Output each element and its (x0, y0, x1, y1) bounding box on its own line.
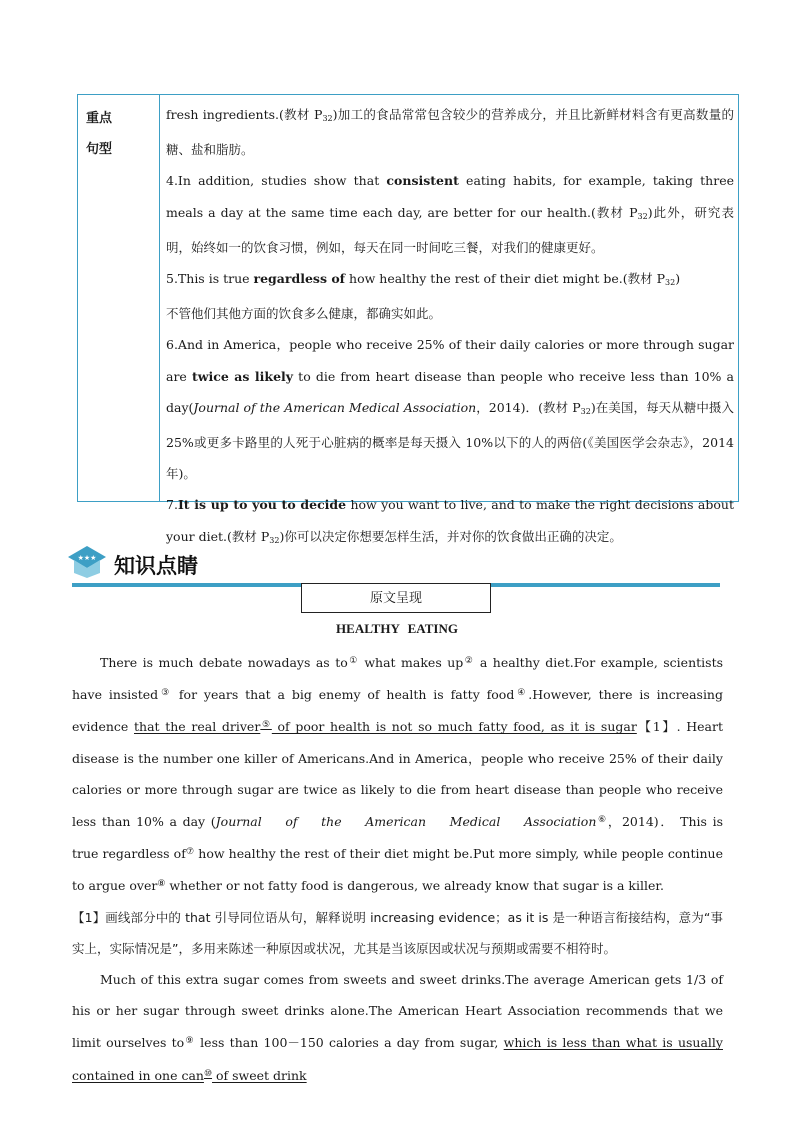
bold-phrase: regardless of (253, 271, 346, 287)
sentence-7 (166, 489, 734, 555)
text: what makes up (358, 655, 464, 670)
text: 【1】. Heart disease is the number one killer of Americans.And in America，people who receive 25% of their daily calories or more through sugar are twice as likely to die from heart disease than people who receive less than 10% a day ( (72, 719, 723, 830)
label-line-2: 句型 (86, 142, 113, 157)
underlined-text: of poor health is not so much fatty food, as it is sugar (271, 719, 637, 735)
text: 7. (166, 497, 178, 513)
bold-phrase: It is up to you to decide (177, 497, 347, 513)
grammar-note: 【1】画线部分中的 that 引导同位语从句，解释说明 increasing evidence；as it is 是一种语言衔接结构，意为“事实上，实际情况是”，多用来陈述一种原因或状况，尤其是当该原因或状况与预期或需要不相符时。 (72, 909, 723, 956)
text: fresh ingredients.(教材 P (166, 107, 323, 122)
text: how healthy the rest of their diet might be.(教材 P (345, 271, 665, 287)
text: 4.In addition, studies show that (166, 173, 387, 189)
text: 量的糖、盐和脂肪。 (166, 107, 734, 158)
text: There is much debate nowadays as to (100, 655, 348, 670)
journal-name: Journal of the American Medical Association (215, 814, 597, 830)
svg-text:★★★: ★★★ (77, 554, 97, 562)
text: for years that a big enemy of health is fatty food (172, 687, 515, 703)
text: .However, there is increasing evidence (72, 687, 723, 735)
article-body (72, 646, 723, 1091)
text: Much of this extra sugar comes from sweets and sweet drinks.The average American gets 1/3 of his or her sugar through sweet drinks alone.The American Heart Association recommends that we limit ourselves to (72, 972, 723, 1051)
note-marker: ① (347, 656, 359, 666)
text: a healthy diet.For example, scientists have insisted (72, 655, 724, 703)
note-marker: ④ (514, 688, 529, 699)
sentence-4 (166, 165, 734, 263)
text: )在美国，每天从糖中摄入 25%或更多卡路里的人死于心脏病的概率是每天摄入 10%以下的人的两倍(《美国医学会杂志》，2014 年)。 (166, 399, 734, 482)
note-marker: ⑥ (596, 815, 608, 826)
text: whether or not fatty food is dangerous, we already know that sugar is a killer. (165, 878, 664, 894)
sentence-3-cont (166, 99, 734, 165)
text: )加工的食品常常包含较少的营养成分，并且比新鲜材料含有更高数 (332, 107, 709, 122)
text: less than 100－150 calories a day from sugar, (194, 1035, 504, 1051)
paragraph-2 (72, 964, 723, 1091)
note-marker: ⑩ (203, 1068, 213, 1079)
paragraph-1 (72, 646, 723, 902)
subscript: 32 (322, 114, 333, 123)
underlined-text: of sweet drink (212, 1067, 307, 1083)
key-sentences-table (77, 94, 739, 545)
subscript: 32 (580, 406, 591, 416)
original-text-label: 原文呈现 (301, 583, 491, 613)
note-marker: ⑦ (185, 847, 195, 858)
text: to die from heart disease than people who receive less than 10% a day( (166, 368, 734, 415)
note-marker: ⑨ (184, 1036, 195, 1047)
article-title: HEALTHY EATING (336, 621, 458, 636)
table-content (166, 99, 734, 556)
sentence-6 (166, 329, 734, 489)
text: ，2014)．(教材 P (476, 399, 581, 415)
text: how you want to live, and to make the right decisions about your diet.(教材 P (166, 497, 734, 544)
text: ，2014)． This is true regardless of (72, 814, 724, 862)
section-badge-icon (66, 543, 108, 579)
note-marker: ⑤ (260, 720, 272, 731)
sentence-5 (166, 263, 734, 298)
table-left-label (78, 95, 160, 501)
note-marker: ③ (158, 688, 173, 699)
text: 5.This is true (166, 271, 254, 287)
note-marker: ⑧ (157, 879, 166, 890)
bold-phrase: consistent (386, 173, 459, 189)
text: )你可以决定你想要怎样生活，并对你的饮食做出正确的决定。 (279, 528, 622, 544)
text: eating habits, for example, taking three meals a day at the same time each day, are better for our health.(教材 P (166, 173, 734, 220)
sentence-5-cn: 不管他们其他方面的饮食多么健康，都确实如此。 (166, 306, 442, 322)
note-marker: ② (463, 656, 475, 666)
text: ) (675, 271, 681, 287)
label-line-1: 重点 (86, 111, 113, 126)
underlined-text: that the real driver (134, 719, 261, 735)
text: )此外，研究表明，始终如一的饮食习惯，例如，每天在同一时间吃三餐，对我们的健康更好。 (166, 204, 734, 255)
subscript: 32 (269, 535, 280, 545)
bold-phrase: twice as likely (191, 368, 294, 384)
subscript: 32 (637, 211, 648, 221)
text: 6.And in America，people who receive 25% of their daily calories or more through sugar are (166, 337, 734, 384)
underlined-text: which is less than what is usually contained in one can (72, 1035, 723, 1083)
journal-name: Journal of the American Medical Association (193, 399, 477, 415)
text: how healthy the rest of their diet might be.Put more simply, while people continue to argue over (72, 846, 723, 894)
subscript: 32 (665, 278, 676, 288)
section-title: 知识点睛 (114, 554, 198, 578)
